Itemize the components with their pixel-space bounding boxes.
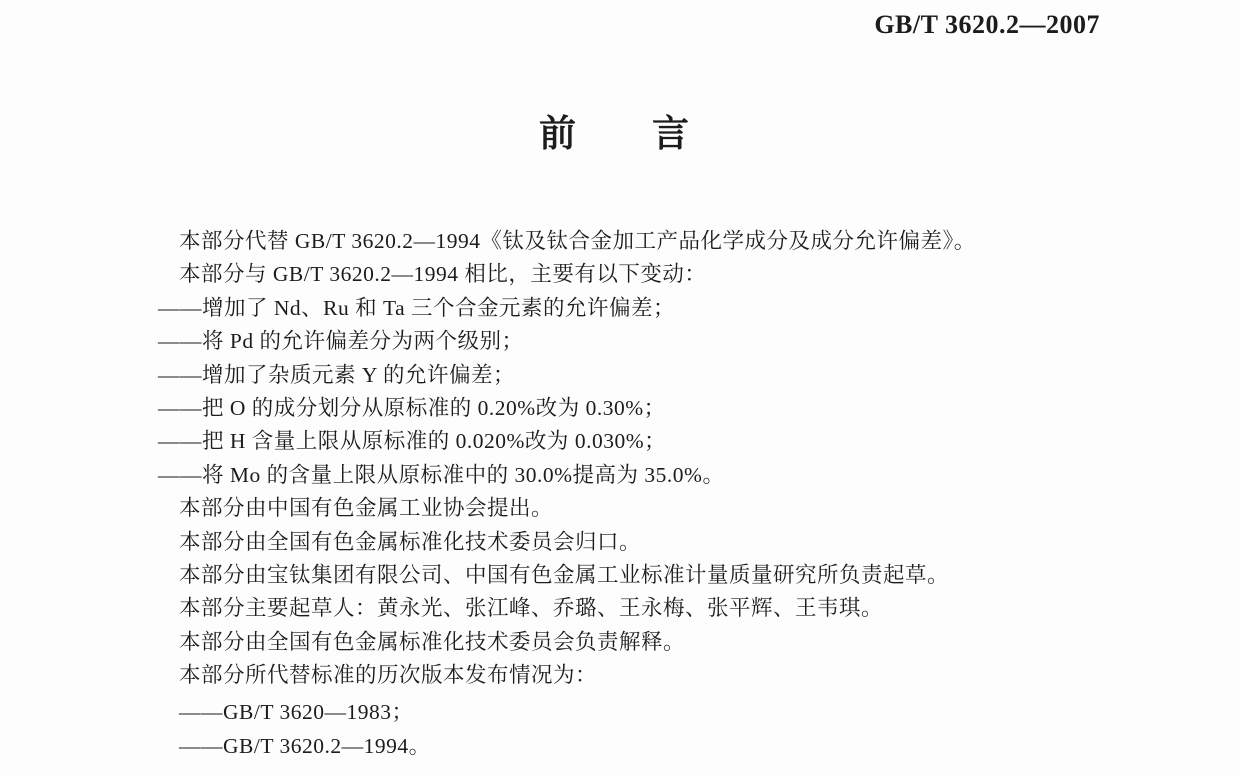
foreword-line: ——增加了杂质元素 Y 的允许偏差； [158,362,515,387]
foreword-line: 本部分代替 GB/T 3620.2—1994《钛及钛合金加工产品化学成分及成分允许偏差》。 [179,229,976,253]
foreword-line: ——将 Mo 的含量上限从原标准中的 30.0%提高为 35.0%。 [158,462,725,487]
foreword-line: ——增加了 Nd、Ru 和 Ta 三个合金元素的允许偏差； [158,295,676,320]
foreword-line: ——GB/T 3620.2—1994。 [179,733,431,758]
foreword-line: 本部分所代替标准的历次版本发布情况为： [179,663,598,688]
foreword-line: 本部分由宝钛集团有限公司、中国有色金属工业标准计量质量研究所负责起草。 [179,562,950,587]
foreword-line: 本部分由全国有色金属标准化技术委员会负责解释。 [179,629,686,654]
foreword-body [158,225,1118,763]
foreword-line: 本部分主要起草人：黄永光、张江峰、乔璐、王永梅、张平辉、王韦琪。 [179,596,884,621]
page-title [0,113,1228,157]
foreword-line: 本部分与 GB/T 3620.2—1994 相比，主要有以下变动： [179,262,707,287]
page-title-char-2: 言 [652,114,689,155]
foreword-line: ——把 H 含量上限从原标准的 0.020%改为 0.030%； [158,429,667,454]
standard-number: GB/T 3620.2—2007 [874,10,1100,39]
foreword-line: 本部分由中国有色金属工业协会提出。 [179,496,554,521]
page-title-char-1: 前 [539,114,576,155]
foreword-line: ——将 Pd 的允许偏差分为两个级别； [158,329,524,354]
foreword-line: 本部分由全国有色金属标准化技术委员会归口。 [179,529,642,554]
foreword-line: ——把 O 的成分划分从原标准的 0.20%改为 0.30%； [158,395,666,420]
foreword-line: ——GB/T 3620—1983； [179,700,414,725]
